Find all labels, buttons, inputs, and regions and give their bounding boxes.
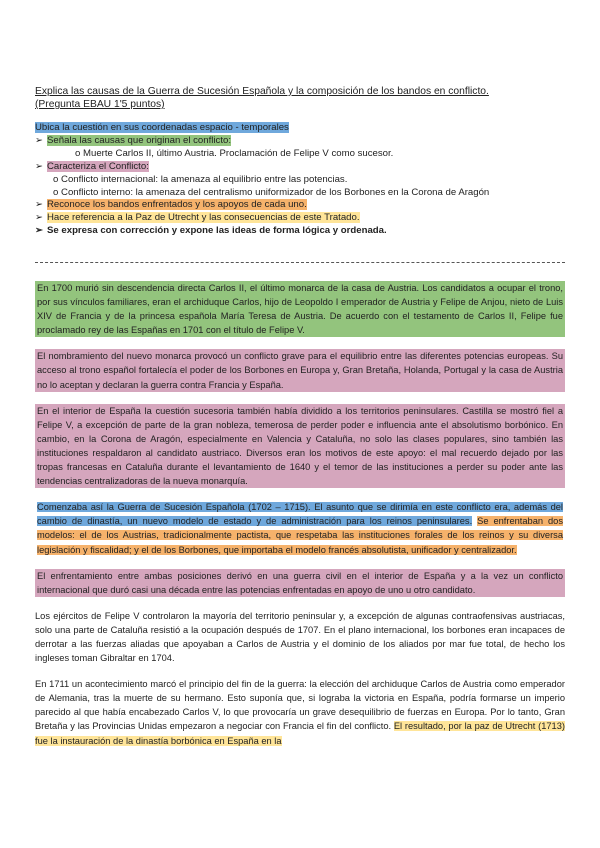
rubric-item-2-text: Señala las causas que originan el conflicto:	[47, 134, 231, 146]
question-points: (Pregunta EBAU 1'5 puntos)	[35, 99, 165, 110]
paragraph-4	[35, 500, 565, 556]
rubric-item-4	[35, 199, 570, 212]
circle-bullet-icon: o	[53, 186, 59, 198]
rubric-item-1	[35, 122, 570, 135]
circle-bullet-icon: o	[75, 147, 81, 159]
paragraph-5: El enfrentamiento entre ambas posiciones derivó en una guerra civil en el interior de España y a la vez un conflicto internacional que duró casi una década entre las potencias enfrentadas en apoyo de uno u otro candidato.	[35, 569, 565, 597]
rubric-item-3-text: Caracteriza el Conflicto:	[47, 160, 149, 172]
essay-body	[35, 281, 565, 760]
rubric-subitem-2a	[35, 148, 570, 161]
rubric-item-1-text: Ubica la cuestión en sus coordenadas espacio - temporales	[35, 122, 289, 133]
rubric-item-6	[35, 225, 570, 238]
rubric-item-4-text: Reconoce los bandos enfrentados y los apoyos de cada uno.	[47, 199, 307, 211]
paragraph-6: Los ejércitos de Felipe V controlaron la mayoría del territorio peninsular y, a excepción de algunas contraofensivas austriacas, solo una parte de Cataluña resistió a la ocupación después de 1707. En el plano internacional, los borbones eran incapaces de derrotar a las fuerzas aliadas que apoyaban a Carlos de Austria y el dominio de los aliados por mar fue total, de hecho los ingleses toman Gibraltar en 1704.	[35, 610, 565, 664]
paragraph-1: En 1700 murió sin descendencia directa Carlos II, el último monarca de la casa de Austria. Los candidatos a ocupar el trono, por sus vínculos familiares, eran el archiduque Carlos, hijo de Leopoldo I emperador de Austria y Felipe de Anjou, nieto de Luis XIV de Francia y de la princesa española María Teresa de Austria. De acuerdo con el testamento de Carlos II, Felipe fue proclamado rey de las Españas en 1701 con el título de Felipe V.	[35, 281, 565, 337]
paragraph-7-plain: En 1711 un acontecimiento marcó el principio del fin de la guerra: la elección del archiduque Carlos de Austria como emperador de Alemania, tras la muerte de su hermano. Esto suponía que, si lograba la victoria en España, podría formarse un imperio parecido al que había encabezado Carlos V, lo que provocaría un grave desequilibrio de fuerzas en Europa. Por lo tanto, Gran Bretaña y las Provincias Unidas empezaron a negociar con Francia el fin del conflicto.	[35, 679, 565, 732]
question-heading	[35, 85, 565, 111]
rubric-subitem-3a	[35, 174, 570, 187]
paragraph-7-yellow: El resultado, por la paz de Utrecht (1713) fue la instauración de la dinastía borbónica en España en la	[35, 721, 565, 746]
paragraph-4-orange: Se enfrentaban dos modelos: el de los Austrias, tradicionalmente pactista, que respetaba las instituciones forales de los reinos y su diversa legislación y fiscalidad; y el de los Borbones, que importaba el modelo francés absolutista, unificador y centralizador.	[37, 516, 564, 555]
arrow-bullet-icon: ➢	[35, 134, 44, 146]
paragraph-3: En el interior de España la cuestión sucesoria también había dividido a los territorios peninsulares. Castilla se mostró fiel a Felipe V, a excepción de parte de la gran nobleza, temerosa de perder poder e influencia ante el absolutismo borbónico. En cambio, en la Corona de Aragón, especialmente en Valencia y Cataluña, no solo las clases populares, sino también las instituciones respaldaron al candidato austriaco. Diversos eran los motivos de este apoyo: el mal recuerdo dejado por las tropas francesas en Cataluña durante el levantamiento de 1640 y el temor de las instituciones a perder su poder ante las tendencias centralizadoras de la nueva monarquía.	[35, 404, 565, 489]
rubric-item-3	[35, 161, 570, 174]
rubric-subitem-3b-text: Conflicto interno: la amenaza del centralismo uniformizador de los Borbones en la Corona de Aragón	[61, 186, 490, 198]
rubric-subitem-3b	[35, 187, 570, 200]
arrow-bullet-icon: ➢	[35, 212, 44, 224]
arrow-bullet-icon: ➢	[35, 160, 44, 172]
paragraph-7	[35, 677, 565, 747]
rubric-subitem-3a-text: Conflicto internacional: la amenaza al equilibrio entre las potencias.	[61, 173, 348, 185]
paragraph-2: El nombramiento del nuevo monarca provocó un conflicto grave para el equilibrio entre las diferentes potencias europeas. Su acceso al trono español fortalecía el poder de los Borbones en Europa y, Gran Bretaña, Holanda, Portugal y la casa de Austria no lo aceptan y declaran la guerra contra Francia y España.	[35, 349, 565, 391]
rubric-item-2	[35, 135, 570, 148]
rubric-item-6-text: Se expresa con corrección y expone las ideas de forma lógica y ordenada.	[47, 225, 387, 237]
rubric-list	[35, 122, 570, 238]
arrow-bullet-icon: ➢	[35, 225, 44, 237]
arrow-bullet-icon: ➢	[35, 199, 44, 211]
rubric-item-5	[35, 212, 570, 225]
question-text: Explica las causas de la Guerra de Sucesión Española y la composición de los bandos en conflicto.	[35, 86, 489, 97]
rubric-subitem-2a-text: Muerte Carlos II, último Austria. Proclamación de Felipe V como sucesor.	[83, 147, 394, 159]
paragraph-4-blue: Comenzaba así la Guerra de Sucesión Española (1702 – 1715). El asunto que se dirimía en este conflicto era, además del cambio de dinastía, un nuevo modelo de estado y de administración para los reinos peninsulares.	[37, 502, 563, 527]
rubric-item-5-text: Hace referencia a la Paz de Utrecht y las consecuencias de este Tratado.	[47, 212, 360, 224]
circle-bullet-icon: o	[53, 173, 59, 185]
dashed-separator	[35, 262, 565, 263]
